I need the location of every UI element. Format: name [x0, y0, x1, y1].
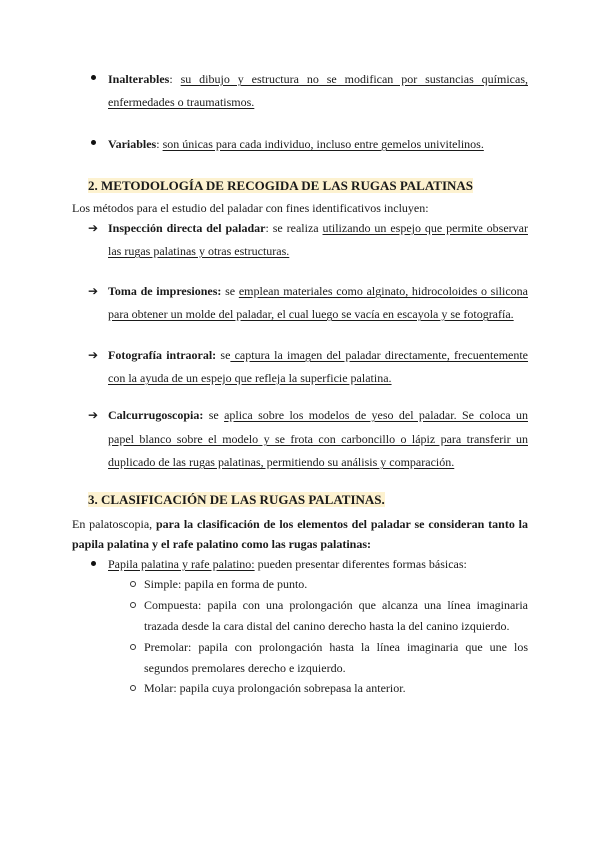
section-2-intro: Los métodos para el estudio del paladar con fines identificativos incluyen: [72, 201, 429, 215]
sub-item-molar: Molar: papila cuya prolongación sobrepasa la anterior. [144, 681, 406, 695]
definition-line: son únicas para cada individuo, incluso entre gemelos univitelinos. [162, 137, 484, 151]
heading-text: 3. CLASIFICACIÓN DE LAS RUGAS PALATINAS. [88, 492, 385, 507]
bullet-text: pueden presentar diferentes formas básicas: [254, 557, 467, 571]
definition-line: emplean materiales como alginato, hidrocoloides o silicona [238, 284, 528, 298]
sub-item-compuesta-cont: trazada desde la cara distal del canino derecho hasta la del canino izquierdo. [144, 619, 510, 633]
circle-bullet-icon [130, 581, 136, 587]
heading-text: 2. METODOLOGÍA DE RECOGIDA DE LAS RUGAS PALATINAS [88, 178, 474, 193]
list-item-inalterables [108, 67, 528, 91]
arrow-icon: ➔ [88, 408, 99, 422]
definition-line: papel blanco sobre el modelo y se frota con carboncillo o lápiz para transferir un [108, 432, 528, 446]
method-calcurrugoscopia [108, 403, 528, 427]
sub-item-premolar-cont: segundos premolares derecho e izquierdo. [144, 661, 346, 675]
sub-item-premolar: Premolar: papila con prolongación hasta la línea imaginaria que une los [144, 640, 528, 654]
separator: se [203, 408, 225, 422]
definition-line: las rugas palatinas y otras estructuras. [108, 244, 290, 258]
arrow-icon: ➔ [88, 284, 99, 298]
definition-line: su dibujo y estructura no se modifican por sustancias químicas, [180, 72, 528, 86]
definition-line: captura la imagen del paladar directamente, frecuentemente [230, 348, 529, 362]
circle-bullet-icon [130, 602, 136, 608]
definition-line: utilizando un espejo que permite observar [322, 221, 528, 235]
separator: se [221, 284, 239, 298]
term: Inalterables [108, 72, 170, 86]
separator: : [169, 72, 181, 86]
method-impresiones [108, 279, 528, 303]
definition-line: con la ayuda de un espejo que refleja la superficie palatina. [108, 371, 392, 385]
bullet-dot [91, 140, 96, 145]
section-heading-2 [88, 174, 473, 198]
list-item-variables [108, 132, 528, 156]
definition-line: para obtener un molde del paladar, el cual luego se vacía en escayola y se fotografía. [108, 307, 514, 321]
circle-bullet-icon [130, 685, 136, 691]
term: Variables [108, 137, 157, 151]
method-inspeccion-cont [108, 239, 528, 263]
term: Toma de impresiones: [108, 284, 222, 298]
method-fotografia [108, 343, 528, 367]
intro-bold-text: para la clasificación de los elementos del paladar se consideran tanto la [156, 517, 529, 531]
arrow-icon: ➔ [88, 348, 99, 362]
intro-text: En palatoscopia, [72, 517, 156, 531]
term: Calcurrugoscopia: [108, 408, 204, 422]
term: Inspección directa del paladar [108, 221, 266, 235]
sub-item-compuesta: Compuesta: papila con una prolongación que alcanza una línea imaginaria [144, 598, 528, 612]
circle-bullet-icon [130, 644, 136, 650]
arrow-icon: ➔ [88, 221, 99, 235]
separator: : se realiza [265, 221, 323, 235]
method-impresiones-cont [108, 302, 528, 326]
method-fotografia-cont [108, 366, 528, 390]
sub-item-simple: Simple: papila en forma de punto. [144, 577, 308, 591]
method-calcurrugoscopia-cont [108, 427, 528, 451]
definition-line: duplicado de las rugas palatinas, permitiendo su análisis y comparación. [108, 455, 455, 469]
separator: : [156, 137, 163, 151]
term: Fotografía intraoral: [108, 348, 217, 362]
list-item-inalterables-cont [108, 90, 528, 114]
bullet-label: Papila palatina y rafe palatino: [108, 557, 255, 571]
definition-line: enfermedades o traumatismos. [108, 95, 255, 109]
method-inspeccion [108, 216, 528, 240]
separator: se [216, 348, 231, 362]
bullet-dot [91, 75, 96, 80]
definition-line: aplica sobre los modelos de yeso del paladar. Se coloca un [224, 408, 528, 422]
method-calcurrugoscopia-cont2 [108, 450, 528, 474]
bullet-dot [91, 561, 96, 566]
intro-bold-text: papila palatina y el rafe palatino como las rugas palatinas: [72, 537, 372, 551]
section-heading-3 [88, 488, 385, 512]
